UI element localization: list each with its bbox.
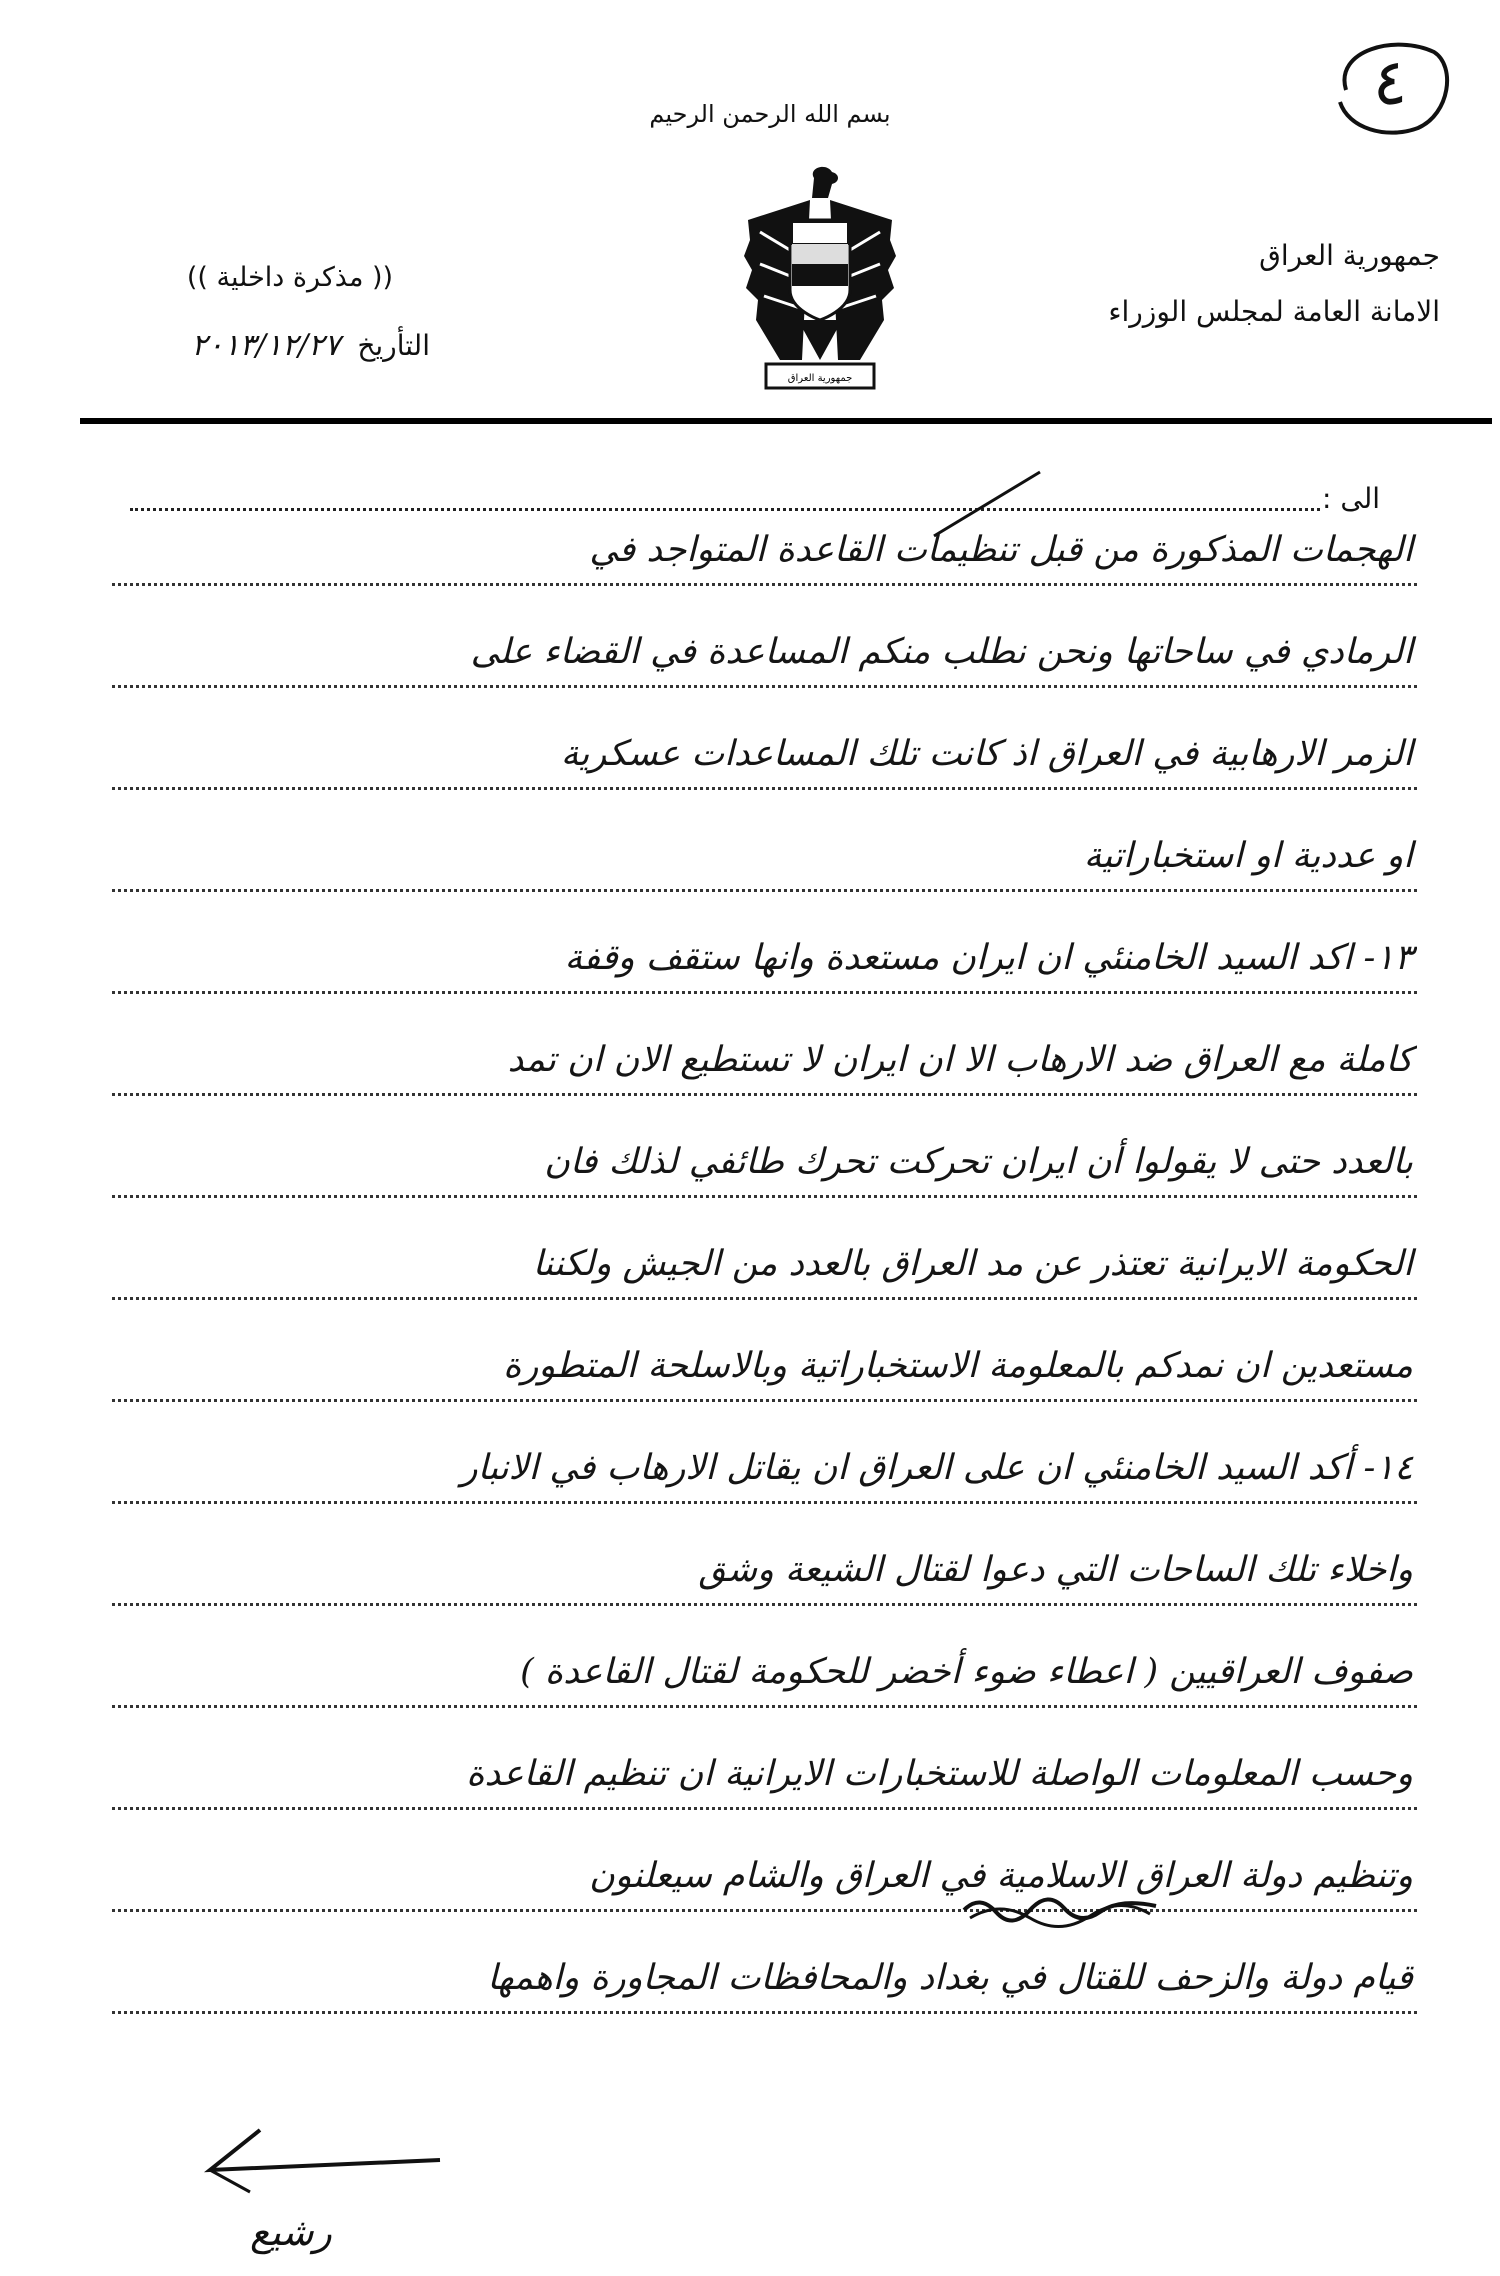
body-line: واخلاء تلك الساحات التي دعوا لقتال الشيعة وشق <box>82 1540 1417 1610</box>
body-line: الهجمات المذكورة من قبل تنظيمات القاعدة المتواجد في <box>82 520 1417 590</box>
body-line: قيام دولة والزحف للقتال في بغداد والمحافظات المجاورة واهمها <box>82 1948 1417 2018</box>
emblem-caption: جمهورية العراق <box>787 373 853 384</box>
body-line: ١٣- اكد السيد الخامنئي ان ايران مستعدة وانها ستقف وقفة <box>82 928 1417 998</box>
body-line: وحسب المعلومات الواصلة للاستخبارات الايرانية ان تنظيم القاعدة <box>82 1744 1417 1814</box>
to-label: الى : <box>1322 482 1380 515</box>
body-line: كاملة مع العراق ضد الارهاب الا ان ايران لا تستطيع الان ان تمد <box>82 1030 1417 1100</box>
basmala: بسم الله الرحمن الرحيم <box>649 100 891 128</box>
signature-text: رشيع <box>250 2210 332 2254</box>
memo-type: (( مذكرة داخلية )) <box>186 262 394 293</box>
date-label: التأريخ <box>357 329 430 362</box>
body-line: ١٤- أكد السيد الخامنئي ان على العراق ان يقاتل الارهاب في الانبار <box>82 1438 1417 1508</box>
office-name: الامانة العامة لمجلس الوزراء <box>1108 295 1440 328</box>
body-line: بالعدد حتى لا يقولوا أن ايران تحركت تحرك طائفي لذلك فان <box>82 1132 1417 1202</box>
page-number: ٤ <box>1372 46 1408 120</box>
body-line: مستعدين ان نمدكم بالمعلومة الاستخباراتية وبالاسلحة المتطورة <box>82 1336 1417 1406</box>
strikethrough-scribble <box>960 1890 1160 1930</box>
body-line: او عددية او استخباراتية <box>82 826 1417 896</box>
body-line: وتنظيم دولة العراق الاسلامية في العراق والشام سيعلنون <box>82 1846 1417 1916</box>
body-line: صفوف العراقيين ( اعطاء ضوء أخضر للحكومة لقتال القاعدة ) <box>82 1642 1417 1712</box>
body-line: الزمر الارهابية في العراق اذ كانت تلك المساعدات عسكرية <box>82 724 1417 794</box>
body-line: الحكومة الايرانية تعتذر عن مد العراق بالعدد من الجيش ولكننا <box>82 1234 1417 1304</box>
body-line: الرمادي في ساحاتها ونحن نطلب منكم المساعدة في القضاء على <box>82 622 1417 692</box>
date-value: ٢٠١٣/١٢/٢٧ <box>191 328 341 363</box>
country-name: جمهورية العراق <box>1259 239 1440 272</box>
